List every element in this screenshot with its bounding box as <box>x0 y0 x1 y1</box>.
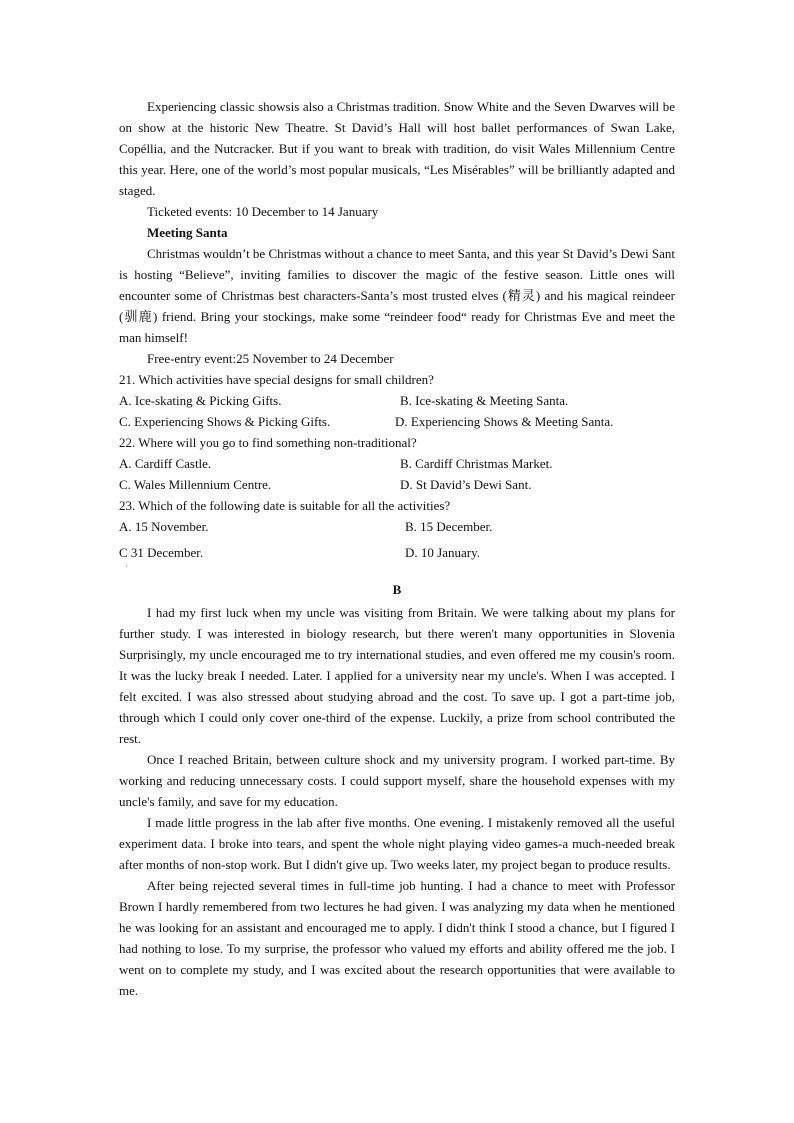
question-21: 21. Which activities have special designs for small children? <box>119 372 434 387</box>
question-22: 22. Where will you go to find something non-traditional? <box>119 435 417 450</box>
option-23b: B. 15 December. <box>405 519 493 534</box>
option-22a: A. Cardiff Castle. <box>119 456 212 471</box>
document-page <box>119 96 675 1001</box>
question-22-options-row2 <box>119 474 675 495</box>
paragraph-b4: After being rejected several times in full-time job hunting. I had a chance to meet with Professor Brown I hardly remembered from two lectures he had given. I was analyzing my data when he mentioned he was looking for an assistant and encouraged me to apply. I didn't think I stood a chance, but I figured I had nothing to lose. To my surprise, the professor who valued my efforts and ability offered me the job. I went on to complete my study, and I was excited about the research opportunities that were available to me. <box>119 878 675 998</box>
paragraph-shows: Experiencing classic showsis also a Christmas tradition. Snow White and the Seven Dwarves will be on show at the historic New Theatre. St David’s Hall will host ballet performances of Swan Lake, Copéllia, and the Nutcracker. But if you want to break with tradition, do visit Wales Millennium Centre this year. Here, one of the world’s most popular musicals, “Les Misérables” will be brilliantly adapted and staged. <box>119 99 675 198</box>
option-21c: C. Experiencing Shows & Picking Gifts. <box>119 414 331 429</box>
paragraph-b1: I had my first luck when my uncle was visiting from Britain. We were talking about my plans for further study. I was interested in biology research, but there weren't many opportunities in Slovenia Surprisingly, my uncle encouraged me to try international studies, and even offered me my cousin's room. It was the lucky break I needed. Later. I applied for a university near my uncle's. When I was accepted. I felt excited. I was also stressed about studying abroad and the cost. To save up. I got a part-time job, through which I could only cover one-third of the expense. Luckily, a prize from school contributed the rest. <box>119 605 675 746</box>
option-21a: A. Ice-skating & Picking Gifts. <box>119 393 282 408</box>
stray-dot: · <box>125 562 128 571</box>
ticketed-events: Ticketed events: 10 December to 14 January <box>147 204 379 219</box>
option-21d: D. Experiencing Shows & Meeting Santa. <box>395 414 614 429</box>
question-21-options-row2 <box>119 411 675 432</box>
option-21b: B. Ice-skating & Meeting Santa. <box>400 393 569 408</box>
question-23-options-row1 <box>119 516 675 537</box>
question-23: 23. Which of the following date is suitable for all the activities? <box>119 498 451 513</box>
question-23-options-row2 <box>119 542 675 563</box>
option-22b: B. Cardiff Christmas Market. <box>400 456 553 471</box>
option-22d: D. St David’s Dewi Sant. <box>400 477 532 492</box>
question-21-options-row1 <box>119 390 675 411</box>
section-b-heading: B <box>392 582 402 597</box>
meeting-santa-heading: Meeting Santa <box>147 225 228 240</box>
option-23c: C 31 December. <box>119 545 204 560</box>
paragraph-santa: Christmas wouldn’t be Christmas without a chance to meet Santa, and this year St David’s Dewi Sant is hosting “Believe”, inviting families to discover the magic of the festive season. Little ones will encounter some of Christmas best characters-Santa’s most trusted elves (精灵) and his magical reindeer (驯鹿) friend. Bring your stockings, make some “reindeer food“ ready for Christmas Eve and meet the man himself! <box>119 246 675 345</box>
option-23d: D. 10 January. <box>405 545 480 560</box>
free-entry-event: Free-entry event:25 November to 24 December <box>147 351 394 366</box>
paragraph-b2: Once I reached Britain, between culture shock and my university program. I worked part-time. By working and reducing unnecessary costs. I could support myself, share the household expenses with my uncle's family, and save for my education. <box>119 752 675 809</box>
option-22c: C. Wales Millennium Centre. <box>119 477 272 492</box>
paragraph-b3: I made little progress in the lab after five months. One evening. I mistakenly removed all the useful experiment data. I broke into tears, and spent the whole night playing video games-a much-needed break after months of non-stop work. But I didn't give up. Two weeks later, my project began to produce results. <box>119 815 675 872</box>
question-22-options-row1 <box>119 453 675 474</box>
option-23a: A. 15 November. <box>119 519 209 534</box>
